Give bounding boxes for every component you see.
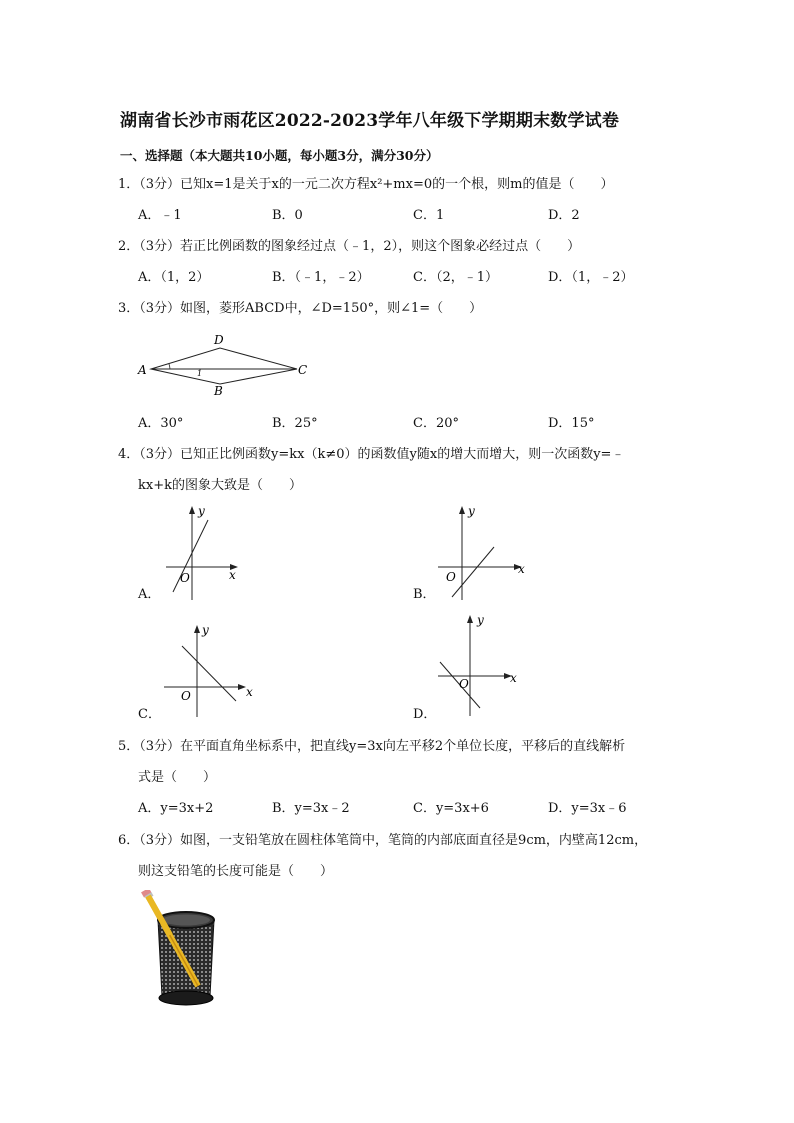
svg-text:x: x (518, 562, 525, 576)
question-2-text: 2．（3分）若正比例函数的图象经过点（﹣1，2），则这个图象必经过点（ ） (118, 239, 581, 254)
svg-text:O: O (459, 677, 469, 691)
graph-d (432, 612, 532, 722)
graph-a-line (173, 520, 208, 592)
label-angle-1: 1 (197, 369, 203, 378)
q3-option-d: D．15° (548, 416, 595, 431)
page-title: 湖南省长沙市雨花区2022-2023学年八年级下学期期末数学试卷 (120, 111, 620, 131)
q3-option-c: C．20° (413, 416, 459, 431)
q3-option-a: A．30° (138, 416, 184, 431)
question-5-text-line1: 5．（3分）在平面直角坐标系中，把直线y=3x向左平移2个单位长度，平移后的直线解析 (118, 739, 626, 754)
q2-option-c: C．（2，﹣1） (413, 270, 498, 285)
svg-text:y: y (198, 504, 205, 518)
question-3-text: 3．（3分）如图，菱形ABCD中，∠D=150°，则∠1=（ ） (118, 301, 483, 316)
label-c: C (298, 363, 308, 377)
svg-text:O: O (181, 689, 191, 703)
q1-option-a: A．﹣1 (138, 208, 182, 223)
svg-text:y: y (202, 623, 209, 637)
graph-b-line (452, 547, 494, 597)
svg-text:x: x (246, 685, 253, 699)
svg-text:y: y (477, 613, 484, 627)
q2-option-d: D．（1，﹣2） (548, 270, 634, 285)
question-4-text-line2: kx+k的图象大致是（ ） (138, 478, 302, 493)
pencil-holder-image (140, 890, 230, 1012)
q4-option-b: B． (413, 587, 436, 602)
graph-a (160, 503, 250, 605)
question-5-text-line2: 式是（ ） (138, 770, 217, 785)
label-b: B (214, 384, 223, 398)
q4-option-c: C． (138, 707, 161, 722)
section-heading: 一、选择题（本大题共10小题，每小题3分，满分30分） (120, 148, 439, 163)
svg-text:O: O (180, 571, 190, 585)
graph-b (432, 503, 532, 605)
angle-arc (169, 364, 170, 369)
svg-text:O: O (446, 570, 456, 584)
graph-c (160, 620, 260, 722)
q4-option-d: D． (413, 707, 437, 722)
q3-option-b: B．25° (272, 416, 318, 431)
svg-text:y: y (468, 504, 475, 518)
q4-option-a: A． (138, 587, 161, 602)
question-1-text: 1．（3分）已知x=1是关于x的一元二次方程x²+mx=0的一个根，则m的值是（ ） (118, 177, 614, 192)
q1-option-d: D．2 (548, 208, 580, 223)
svg-text:x: x (229, 568, 236, 582)
rhombus-shape (151, 348, 297, 384)
q5-option-b: B．y=3x﹣2 (272, 801, 350, 816)
label-d: D (214, 333, 224, 347)
q5-option-a: A．y=3x+2 (138, 801, 214, 816)
label-a: A (138, 363, 147, 377)
svg-text:x: x (510, 671, 517, 685)
rhombus-figure (134, 330, 314, 400)
q2-option-a: A．（1，2） (138, 270, 210, 285)
question-6-text-line1: 6．（3分）如图，一支铅笔放在圆柱体笔筒中，笔筒的内部底面直径是9cm，内壁高12cm， (118, 833, 648, 848)
q1-option-c: C．1 (413, 208, 445, 223)
q1-option-b: B．0 (272, 208, 303, 223)
q5-option-c: C．y=3x+6 (413, 801, 489, 816)
q5-option-d: D．y=3x﹣6 (548, 801, 627, 816)
question-6-text-line2: 则这支铅笔的长度可能是（ ） (138, 864, 334, 879)
q2-option-b: B．（﹣1，﹣2） (272, 270, 370, 285)
question-4-text-line1: 4．（3分）已知正比例函数y=kx（k≠0）的函数值y随x的增大而增大，则一次函数y=﹣ (118, 447, 625, 462)
